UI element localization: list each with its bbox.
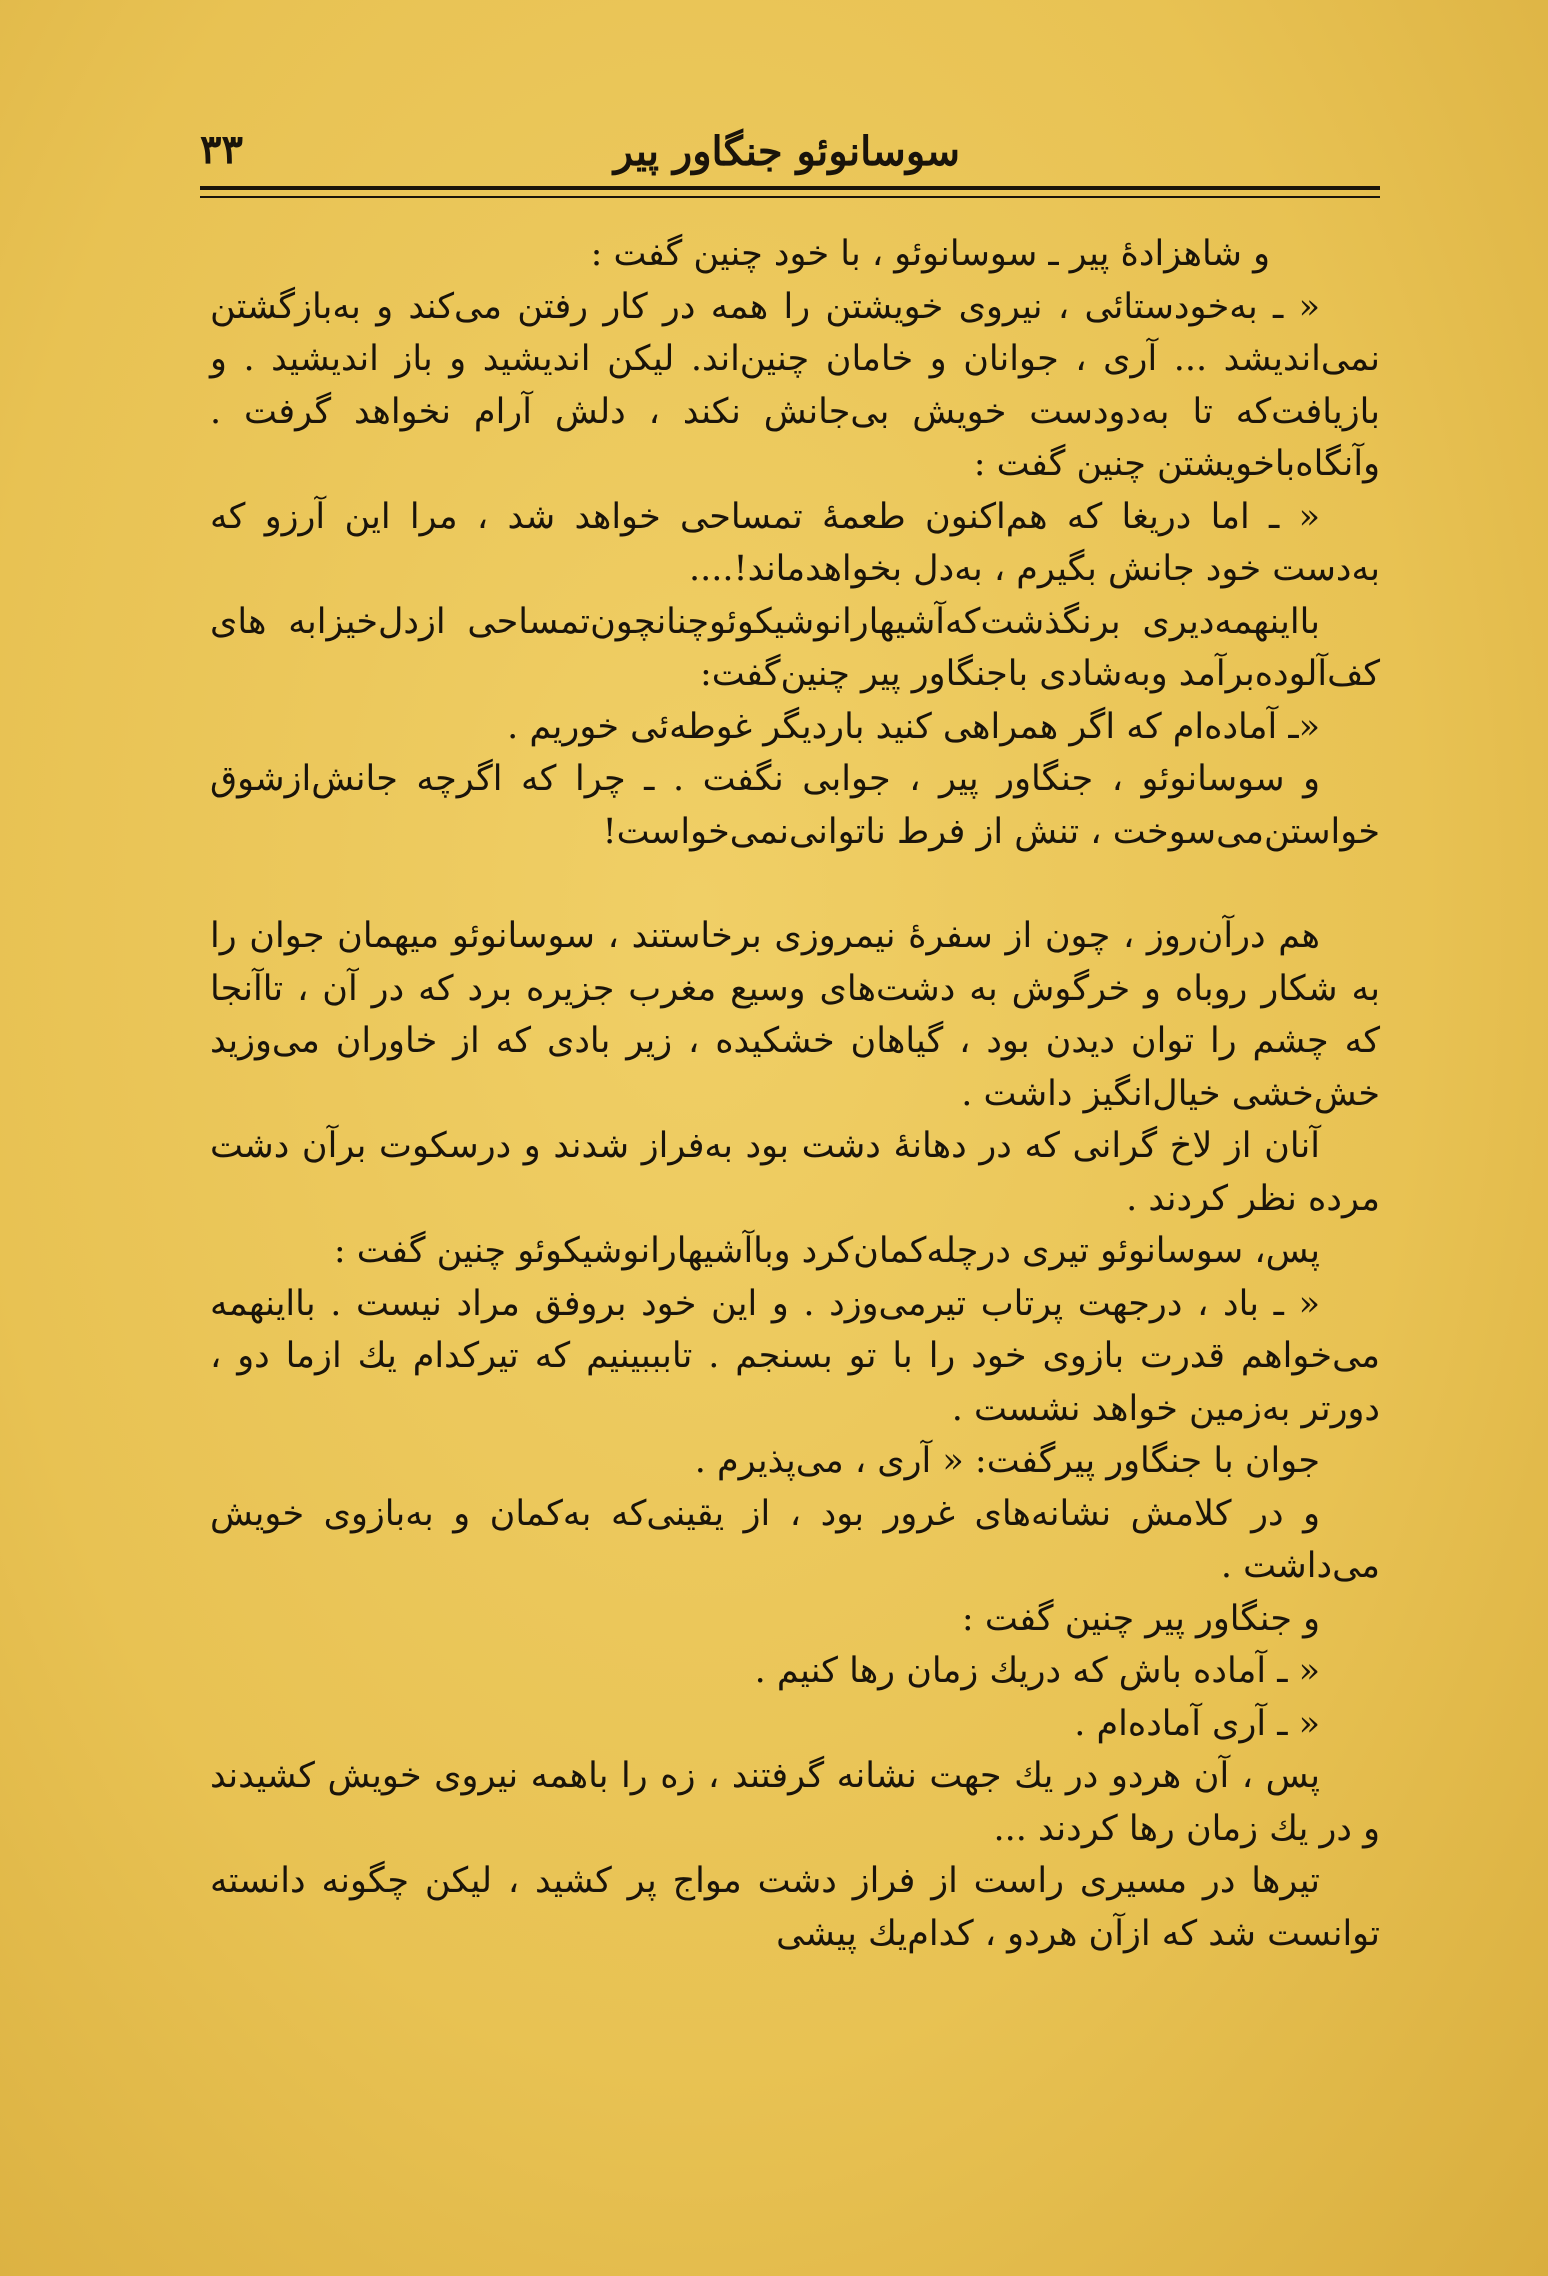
paragraph: و سوسانوئو ، جنگاور پیر ، جوابی نگفت . ـ چرا که اگرچه جانش‌ازشوق خواستن‌می‌سوخت ، تنش از فرط ناتوانی‌نمی‌خواست! [210, 759, 1380, 852]
paragraph: و جنگاور پیر چنین گفت : [961, 1598, 1320, 1639]
paragraph: پس ، آن هردو در یك جهت نشانه گرفتند ، زه را باهمه نیروی خویش کشیدند و در یك زمان رها کردند ... [210, 1756, 1380, 1849]
paragraph: « ـ اما دریغا که هم‌اکنون طعمهٔ تمساحی خواهد شد ، مرا این آرزو که به‌دست خود جانش بگیرم ، به‌دل بخواهدماند!.... [210, 496, 1380, 589]
paragraph: «ـ آماده‌ام که اگر همراهی کنید باردیگر غوطه‌ئی خوریم . [507, 706, 1320, 747]
paragraph: « ـ آماده باش که دریك زمان رها کنیم . [754, 1651, 1320, 1691]
paragraph: بااینهمه‌دیری برنگذشت‌که‌آشیهارانوشیکوئوچنانچون‌تمساحی ازدل‌خیزابه های کف‌آلوده‌برآمد وبه‌شادی باجنگاور پیر چنین‌گفت: [210, 601, 1380, 694]
header-rule-thick [200, 186, 1380, 190]
body-text [210, 228, 1380, 1960]
paragraph: و در کلامش نشانه‌های غرور بود ، از یقینی‌که به‌کمان و به‌بازوی خویش می‌داشت . [210, 1493, 1380, 1586]
paragraph: آنان از لاخ گرانی که در دهانهٔ دشت بود به‌فراز شدند و درسکوت برآن دشت مرده نظر کردند . [210, 1126, 1380, 1219]
paragraph: « ـ آری آماده‌ام . [1074, 1703, 1320, 1744]
running-title: سوسانوئو جنگاور پیر [613, 128, 960, 175]
paragraph: جوان با جنگاور پیرگفت: « آری ، می‌پذیرم . [694, 1441, 1320, 1481]
paragraph: « ـ به‌خودستائی ، نیروی خویشتن را همه در کار رفتن می‌کند و به‌بازگشتن نمی‌اندیشد ... آری ، جوانان و خامان چنین‌اند. لیکن اندیشید و باز اندیشید . و بازیافت‌که تا به‌دودست خویش بی‌جانش نکند ، دلش آرام نخواهد گرفت . وآنگاه‌باخویشتن چنین گفت : [210, 286, 1380, 484]
paragraph: پس، سوسانوئو تیری درچله‌کمان‌کرد وباآشیهارانوشیکوئو چنین گفت : [333, 1231, 1320, 1271]
paragraph: هم درآن‌روز ، چون از سفرهٔ نیمروزی برخاستند ، سوسانوئو میهمان جوان را به شکار روباه و خرگوش به دشت‌های وسیع مغرب جزیره برد که در آن ، تاآنجا که چشم را توان دیدن بود ، گیاهان خشکیده ، زیر بادی که از خاوران می‌وزید خش‌خشی خیال‌انگیز داشت . [210, 916, 1380, 1114]
paragraph: « ـ باد ، درجهت پرتاب تیرمی‌وزد . و این خود بروفق مراد نیست . بااینهمه می‌خواهم قدرت بازوی خود را با تو بسنجم . تابببینیم که تیرکدام یك ازما دو ، دورتر به‌زمین خواهد نشست . [210, 1283, 1380, 1429]
page-number: ۳۳ [200, 126, 243, 173]
header-rule-thin [200, 196, 1380, 198]
page-header [200, 120, 1380, 180]
paragraph: و شاهزادهٔ پیر ـ سوسانوئو ، با خود چنین گفت : [590, 234, 1270, 274]
paragraph: تیرها در مسیری راست از فراز دشت مواج پر کشید ، لیکن چگونه دانسته توانست شد که ازآن هردو ، کدام‌یك پیشی [210, 1861, 1380, 1954]
